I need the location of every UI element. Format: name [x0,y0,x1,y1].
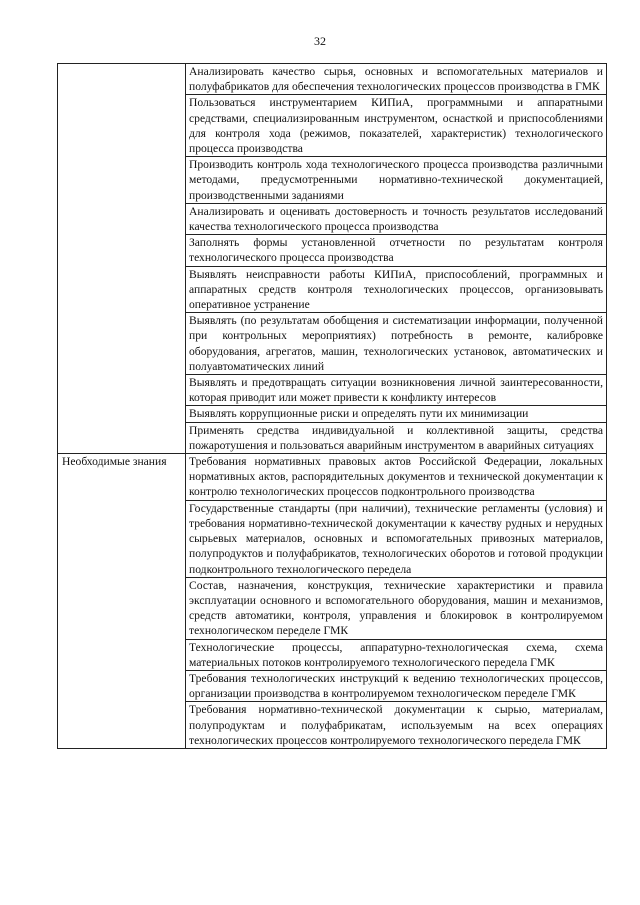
knowledge-item: Требования нормативных правовых актов Российской Федерации, локальных нормативных актов, распорядительных документов и технической документации к контролю технологических процессов подконтрольного производства [186,454,607,501]
skill-item: Заполнять формы установленной отчетности по результатам контроля технологического процесса производства [186,235,607,266]
section-label [58,64,186,454]
skill-item: Производить контроль хода технологического процесса производства различными методами, предусмотренными нормативно-технической документацией, производственными заданиями [186,157,607,204]
skill-item: Применять средства индивидуальной и коллективной защиты, средства пожаротушения и пользоваться аварийным инструментом в аварийных ситуациях [186,422,607,453]
section-label-required-knowledge: Необходимые знания [58,454,186,749]
skill-item: Пользоваться инструментарием КИПиА, программными и аппаратными средствами, специализированным инструментом, оснасткой и приспособлениями для контроля хода (режимов, показателей, характеристик) технологического процесса производства [186,95,607,157]
page-number: 32 [314,34,326,48]
knowledge-item: Требования нормативно-технической документации к сырью, материалам, полупродуктам и полуфабрикатам, используемым на всех операциях технологических процессов контролируемого технологического передела ГМК [186,702,607,749]
skill-item: Выявлять (по результатам обобщения и систематизации информации, полученной при контрольных мероприятиях) потребность в ремонте, калибровке оборудования, агрегатов, машин, технологических установок, автоматических и полуавтоматических линий [186,313,607,375]
knowledge-item: Требования технологических инструкций к ведению технологических процессов, организации производства в контролируемом технологическом переделе ГМК [186,670,607,701]
skill-item: Выявлять и предотвращать ситуации возникновения личной заинтересованности, которая приводит или может привести к конфликту интересов [186,375,607,406]
knowledge-item: Состав, назначения, конструкция, технические характеристики и правила эксплуатации основного и вспомогательного оборудования, машин и механизмов, средств автоматики, контроля, управления и блокировок в контролируемом технологическом переделе ГМК [186,577,607,639]
knowledge-item: Государственные стандарты (при наличии), технические регламенты (условия) и требования нормативно-технической документации к качеству рудных и нерудных сырьевых материалов, основных и вспомогательных привозных материалов, полупродуктов и полуфабрикатов, технологических оборотов и готовой продукции подконтрольного технологического передела [186,500,607,577]
skill-item: Выявлять неисправности работы КИПиА, приспособлений, программных и аппаратных средств контроля технологических процессов, организовывать оперативное устранение [186,266,607,313]
skill-item: Анализировать и оценивать достоверность и точность результатов исследований качества технологического процесса производства [186,203,607,234]
table-row [58,454,607,501]
knowledge-item: Технологические процессы, аппаратурно-технологическая схема, схема материальных потоков контролируемого технологического передела ГМК [186,639,607,670]
skill-item: Анализировать качество сырья, основных и вспомогательных материалов и полуфабрикатов для обеспечения технологических процессов производства в ГМК [186,64,607,95]
table-row [58,64,607,95]
competency-table [57,63,607,749]
skill-item: Выявлять коррупционные риски и определять пути их минимизации [186,406,607,422]
